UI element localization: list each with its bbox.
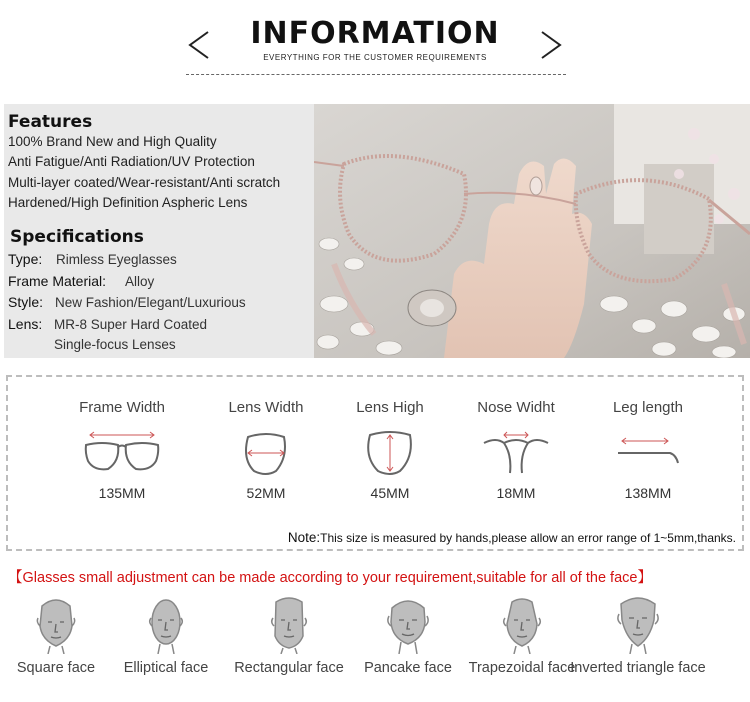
spec-type-key: Type: xyxy=(8,251,43,267)
spec-lens-value-1: MR-8 Super Hard Coated xyxy=(54,317,208,332)
spec-style-value: New Fashion/Elegant/Luxurious xyxy=(55,295,246,310)
inverted-triangle-face-icon xyxy=(614,592,662,654)
spec-type-value: Rimless Eyeglasses xyxy=(56,252,177,267)
elliptical-face-icon xyxy=(142,592,190,654)
nose-width-icon xyxy=(476,429,556,479)
face-label: Rectangular face xyxy=(234,660,344,676)
measure-value: 138MM xyxy=(624,485,672,501)
spec-material-value: Alloy xyxy=(125,274,155,289)
measure-label: Frame Width xyxy=(79,399,165,416)
feature-line: Hardened/High Definition Aspheric Lens xyxy=(8,195,248,210)
face-label: Trapezoidal face xyxy=(468,660,576,676)
page-title: INFORMATION xyxy=(250,16,500,51)
rectangular-face-icon xyxy=(265,592,313,654)
chevron-right-icon[interactable] xyxy=(538,30,564,60)
lens-width-icon xyxy=(226,429,306,479)
measure-label: Leg length xyxy=(612,399,684,416)
measure-value: 18MM xyxy=(496,485,536,501)
lens-height-icon xyxy=(350,429,430,479)
header-divider xyxy=(186,74,566,75)
features-heading: Features xyxy=(8,112,93,132)
face-label: Square face xyxy=(16,660,96,676)
feature-line: 100% Brand New and High Quality xyxy=(8,134,217,149)
measure-label: Lens Width xyxy=(228,399,304,416)
measure-label: Lens High xyxy=(356,399,424,416)
specifications-heading: Specifications xyxy=(10,227,144,247)
feature-line: Multi-layer coated/Wear-resistant/Anti scratch xyxy=(8,175,281,190)
features-panel xyxy=(4,104,314,358)
leg-length-icon xyxy=(608,429,688,479)
header xyxy=(0,0,750,86)
product-photo xyxy=(314,104,750,358)
note-text: This size is measured by hands,please allow an error range of 1~5mm,thanks. xyxy=(320,531,736,545)
measure-label: Nose Widht xyxy=(477,399,555,416)
note-key: Note: xyxy=(287,530,321,545)
trapezoidal-face-icon xyxy=(498,592,546,654)
face-label: Inverted triangle face xyxy=(570,660,706,676)
square-face-icon xyxy=(32,592,80,654)
measure-value: 45MM xyxy=(370,485,410,501)
measure-value: 135MM xyxy=(98,485,146,501)
measurement-note xyxy=(288,530,736,545)
spec-lens-key: Lens: xyxy=(8,316,43,332)
face-label: Elliptical face xyxy=(123,660,209,676)
pancake-face-icon xyxy=(384,592,432,654)
spec-lens-value-2: Single-focus Lenses xyxy=(54,337,176,352)
spec-style-key: Style: xyxy=(8,294,44,310)
frame-width-icon xyxy=(82,429,162,479)
size-measurement-box xyxy=(6,375,744,551)
feature-line: Anti Fatigue/Anti Radiation/UV Protection xyxy=(8,154,255,169)
face-label: Pancake face xyxy=(364,660,452,676)
spec-material-key: Frame Material: xyxy=(8,273,107,289)
measure-value: 52MM xyxy=(246,485,286,501)
page-subtitle: EVERYTHING FOR THE CUSTOMER REQUIREMENTS xyxy=(263,53,487,62)
adjustment-notice: 【Glasses small adjustment can be made according to your requirement,suitable for all of the face】 xyxy=(8,570,652,586)
